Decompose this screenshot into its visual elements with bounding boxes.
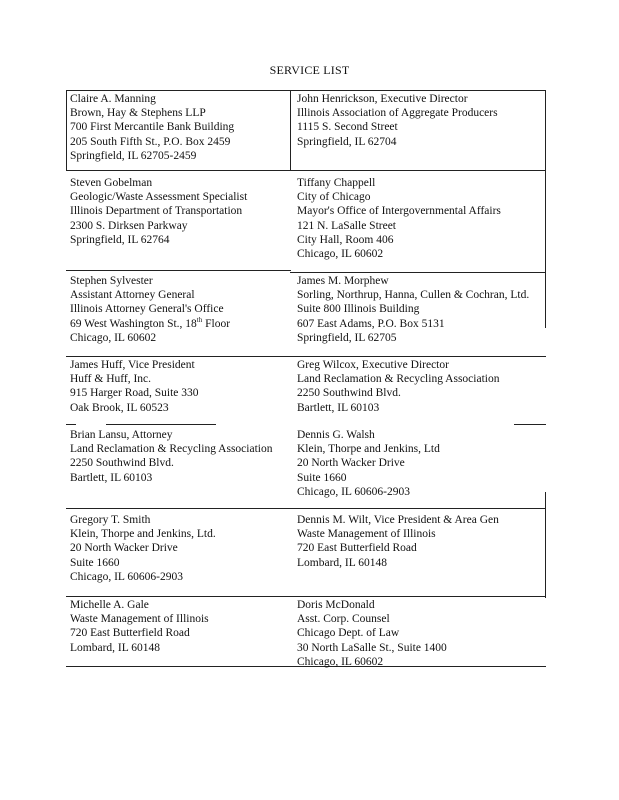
entry-line: Chicago, IL 60602 [70, 331, 157, 344]
entry-line: Springfield, IL 62764 [70, 233, 170, 246]
entry-line: Chicago, IL 60606-2903 [70, 570, 183, 583]
entry-line: Chicago Dept. of Law [297, 627, 400, 640]
entry-line: 1115 S. Second Street [297, 121, 398, 134]
entry-line-text: Floor [202, 317, 231, 330]
entry-line: 2250 Southwind Blvd. [70, 457, 174, 470]
entry-line: Waste Management of Illinois [297, 528, 436, 541]
service-entry [70, 428, 272, 485]
service-entry [70, 513, 216, 584]
entry-line: Springfield, IL 62704 [297, 135, 397, 148]
row-divider [66, 596, 546, 597]
row-divider-fragment [106, 424, 216, 425]
entry-line: 2250 Southwind Blvd. [297, 387, 401, 400]
entry-line: 915 Harger Road, Suite 330 [70, 387, 199, 400]
table-left-border [66, 90, 67, 170]
entry-line: Chicago, IL 60602 [297, 248, 384, 261]
table-right-border [545, 492, 546, 508]
entry-line: Klein, Thorpe and Jenkins, Ltd. [70, 528, 216, 541]
row-divider [66, 356, 546, 357]
entry-line: Dennis M. Wilt, Vice President & Area Gen [297, 514, 499, 526]
row-divider [290, 272, 546, 273]
entry-line: Oak Brook, IL 60523 [70, 401, 169, 414]
entry-line: 121 N. LaSalle Street [297, 219, 397, 232]
entry-line: Bartlett, IL 60103 [297, 401, 380, 414]
entry-line: Tiffany Chappell [297, 177, 376, 189]
entry-line: Doris McDonald [297, 599, 375, 611]
entry-line: 20 North Wacker Drive [297, 457, 405, 470]
entry-line: Geologic/Waste Assessment Specialist [70, 191, 248, 204]
page-title: SERVICE LIST [269, 63, 350, 77]
entry-line: Springfield, IL 62705-2459 [70, 149, 197, 162]
entry-line: Brown, Hay & Stephens LLP [70, 107, 206, 120]
entry-line-text: 69 West Washington St., 18 [70, 317, 197, 330]
entry-line: 607 East Adams, P.O. Box 5131 [297, 317, 445, 330]
entry-line: Illinois Attorney General's Office [70, 303, 224, 316]
service-entry [70, 274, 230, 345]
entry-line: 2300 S. Dirksen Parkway [70, 219, 188, 232]
entry-line: John Henrickson, Executive Director [297, 93, 468, 105]
entry-line: 205 South Fifth St., P.O. Box 2459 [70, 135, 231, 148]
entry-line: Springfield, IL 62705 [297, 331, 397, 344]
entry-line: City of Chicago [297, 191, 371, 204]
entry-line: 700 First Mercantile Bank Building [70, 121, 235, 134]
entry-line: Suite 800 Illinois Building [297, 303, 420, 316]
entry-line: 720 East Butterfield Road [70, 627, 190, 640]
entry-line: Michelle A. Gale [70, 599, 149, 611]
table-top-border [66, 90, 546, 91]
entry-line: Steven Gobelman [70, 177, 153, 189]
entry-line: City Hall, Room 406 [297, 233, 394, 246]
entry-line: 720 East Butterfield Road [297, 542, 417, 555]
column-divider [290, 90, 291, 170]
service-entry [70, 176, 247, 247]
table-right-border [545, 170, 546, 272]
row-divider-fragment [66, 424, 76, 425]
entry-line: Illinois Department of Transportation [70, 205, 243, 218]
entry-line: 20 North Wacker Drive [70, 542, 178, 555]
entry-line: Chicago, IL 60602 [297, 655, 384, 668]
row-divider [66, 508, 546, 509]
entry-line: Gregory T. Smith [70, 514, 151, 526]
entry-line: Stephen Sylvester [70, 275, 153, 287]
ordinal-suffix: th [196, 315, 203, 324]
entry-line: Brian Lansu, Attorney [70, 429, 173, 441]
entry-line: James M. Morphew [297, 275, 389, 287]
entry-line: Land Reclamation & Recycling Association [297, 373, 500, 386]
row-divider-fragment [514, 424, 546, 425]
row-divider [66, 170, 546, 171]
entry-line: Assistant Attorney General [70, 289, 195, 302]
entry-line: Lombard, IL 60148 [297, 556, 387, 569]
entry-line: Chicago, IL 60606-2903 [297, 485, 410, 498]
entry-line: Suite 1660 [297, 471, 347, 484]
entry-line: Suite 1660 [70, 556, 120, 569]
entry-line: Illinois Association of Aggregate Producers [297, 107, 498, 120]
table-right-border [545, 508, 546, 598]
entry-line: Lombard, IL 60148 [70, 641, 160, 654]
entry-line [70, 317, 230, 331]
entry-line: Asst. Corp. Counsel [297, 613, 390, 626]
service-entry [297, 598, 447, 669]
entry-line: James Huff, Vice President [70, 359, 195, 371]
service-entry [70, 92, 234, 163]
service-entry [297, 274, 529, 345]
service-entry [297, 428, 440, 499]
service-entry [70, 358, 199, 415]
entry-line: Claire A. Manning [70, 93, 156, 105]
entry-line: 30 North LaSalle St., Suite 1400 [297, 641, 447, 654]
entry-line: Huff & Huff, Inc. [70, 373, 152, 386]
entry-line: Waste Management of Illinois [70, 613, 209, 626]
service-entry [70, 598, 209, 655]
entry-line: Klein, Thorpe and Jenkins, Ltd [297, 443, 440, 456]
table-right-border [545, 272, 546, 328]
row-divider [66, 270, 291, 271]
service-entry [297, 92, 498, 149]
entry-line: Sorling, Northrup, Hanna, Cullen & Cochran, Ltd. [297, 289, 530, 302]
entry-line: Bartlett, IL 60103 [70, 471, 153, 484]
entry-line: Dennis G. Walsh [297, 429, 375, 441]
service-entry [297, 513, 499, 570]
entry-line: Land Reclamation & Recycling Association [70, 443, 273, 456]
table-right-border [545, 90, 546, 170]
service-entry [297, 176, 501, 261]
entry-line: Greg Wilcox, Executive Director [297, 359, 449, 371]
entry-line: Mayor's Office of Intergovernmental Affairs [297, 205, 501, 218]
service-entry [297, 358, 499, 415]
